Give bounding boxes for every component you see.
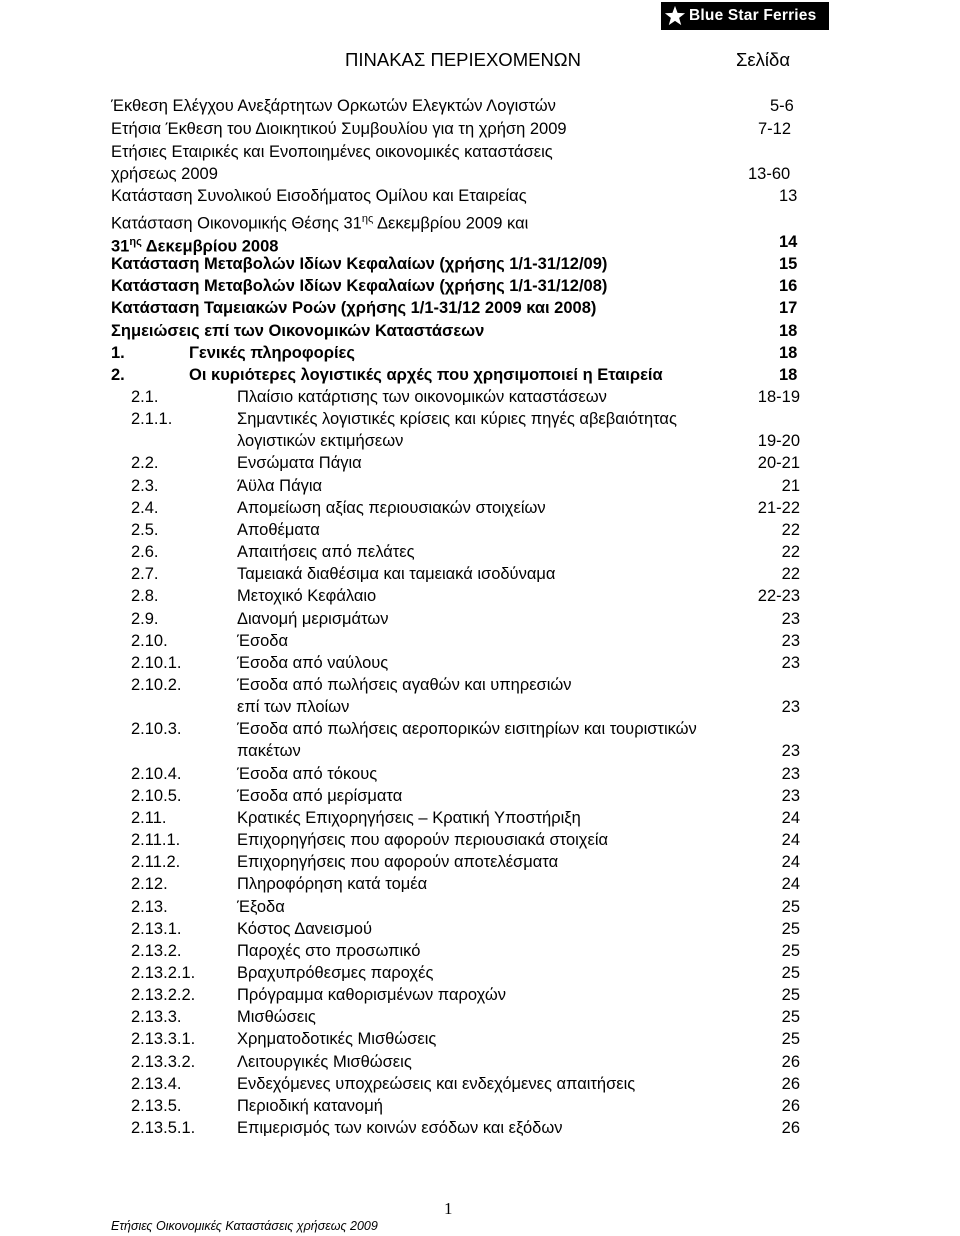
toc-sub-entry bbox=[0, 519, 960, 541]
toc-entry-text: χρήσεως 2009 bbox=[111, 165, 218, 183]
toc-entry-text: Κρατικές Επιχορηγήσεις – Κρατική Υποστήριξη bbox=[237, 808, 581, 827]
toc-entry-text: Επιχορηγήσεις που αφορούν αποτελέσματα bbox=[237, 853, 559, 872]
toc-entry-page: 17 bbox=[779, 299, 798, 317]
toc-entry-text: Επιμερισμός των κοινών εσόδων και εξόδων bbox=[237, 1118, 563, 1137]
toc-entry-page: 23 bbox=[781, 609, 800, 628]
toc-entry-text: Διανομή μερισμάτων bbox=[237, 609, 389, 628]
toc-entry-page: 26 bbox=[781, 1118, 800, 1137]
toc-entry-number: 2.10.1. bbox=[131, 653, 182, 672]
toc-entry-number: 2.9. bbox=[131, 609, 159, 628]
toc-entry-page: 23 bbox=[781, 742, 800, 761]
toc-entry-text: $31^{\eta\varsigma}$ Δεκεμβρίου 2008 bbox=[111, 236, 279, 256]
toc-sub-entry bbox=[0, 696, 960, 718]
toc-entry-text: Ετήσια Έκθεση του Διοικητικού Συμβουλίου για τη χρήση 2009 bbox=[111, 120, 567, 138]
toc-entry-number: 2.5. bbox=[131, 520, 159, 539]
toc-entry-number: 2.10.4. bbox=[131, 764, 182, 783]
toc-sub-entry bbox=[0, 984, 960, 1006]
toc-entry-page: 25 bbox=[781, 1030, 800, 1049]
toc-entry-page: 25 bbox=[781, 1008, 800, 1027]
toc-sub-entry bbox=[0, 541, 960, 563]
toc-entry-text: Σημειώσεις επί των Οικονομικών Καταστάσεων bbox=[111, 322, 485, 340]
toc-sub-entry bbox=[0, 740, 960, 762]
toc-entry-page: 14 bbox=[779, 233, 798, 251]
toc-sub-entry bbox=[0, 408, 960, 430]
toc-entry-page: 7-12 bbox=[758, 120, 792, 138]
toc-entry-page: 22 bbox=[781, 543, 800, 561]
toc-entry-number: 2.11.1. bbox=[131, 831, 181, 849]
toc-entry-number: 2.1.1. bbox=[131, 410, 173, 429]
toc-sub-entry bbox=[0, 1028, 960, 1050]
toc-sub-entry bbox=[0, 430, 960, 452]
toc-sub-entry bbox=[0, 718, 960, 740]
toc-sub-entry bbox=[0, 807, 960, 829]
toc-entry-page: 23 bbox=[781, 653, 800, 672]
toc-sub-entry bbox=[0, 475, 960, 497]
toc-entry-page: 13 bbox=[779, 187, 798, 205]
toc-entry-number: 2.10.2. bbox=[131, 676, 182, 694]
toc-entry-text: Μετοχικό Κεφάλαιο bbox=[237, 587, 377, 606]
toc-entry-number: 2.6. bbox=[131, 543, 159, 561]
toc-entry-text: Ταμειακά διαθέσιμα και ταμειακά ισοδύναμα bbox=[237, 565, 556, 584]
toc-entry-page: 22 bbox=[781, 565, 800, 584]
toc-entry-number: 2.13. bbox=[131, 897, 168, 916]
toc-entry-text: Άϋλα Πάγια bbox=[237, 476, 323, 495]
page-title: ΠΙΝΑΚΑΣ ΠΕΡΙΕΧΟΜΕΝΩΝ bbox=[345, 49, 582, 70]
toc-sub-entry bbox=[0, 896, 960, 918]
toc-entry-page: 21 bbox=[781, 476, 800, 495]
toc-entry-number: 2.10.5. bbox=[131, 786, 182, 805]
toc-entry-text: Κατάσταση Οικονομικής Θέσης $31^{\eta\varsigma}$ Δεκεμβρίου 2009 και bbox=[111, 213, 529, 233]
toc-entry-text: Έσοδα από τόκους bbox=[237, 764, 378, 783]
brand-name: Blue Star Ferries bbox=[689, 7, 817, 24]
toc-entry-text: Έσοδα bbox=[237, 631, 289, 650]
toc-entry-page: 22 bbox=[781, 520, 800, 539]
star-icon bbox=[661, 2, 689, 30]
toc-entry-number: 2.10. bbox=[131, 631, 168, 650]
toc-entry-text: Σημαντικές λογιστικές κρίσεις και κύριες πηγές αβεβαιότητας bbox=[237, 410, 677, 429]
toc-entry-text: Κατάσταση Συνολικού Εισοδήματος Ομίλου και Εταιρείας bbox=[111, 187, 527, 205]
toc-entry-text: επί των πλοίων bbox=[237, 698, 350, 717]
toc-entry-page: 24 bbox=[781, 853, 800, 872]
toc-sub-entry bbox=[0, 873, 960, 895]
toc-entry-text: Επιχορηγήσεις που αφορούν περιουσιακά στοιχεία bbox=[237, 831, 609, 849]
toc-entry-number: 2.1. bbox=[131, 388, 159, 406]
toc-entry-text: Έξοδα bbox=[237, 897, 285, 916]
toc-entry-text: Μισθώσεις bbox=[237, 1008, 316, 1027]
toc-entry-text: πακέτων bbox=[237, 742, 301, 761]
toc-sub-entry bbox=[0, 563, 960, 585]
toc-entry-page: 25 bbox=[781, 919, 800, 938]
toc-entry-number: 2.11.2. bbox=[131, 853, 181, 872]
toc-entry-text: Ετήσιες Εταιρικές και Ενοποιημένες οικονομικές καταστάσεις bbox=[111, 143, 553, 161]
page-column-header: Σελίδα bbox=[736, 49, 791, 70]
toc-entry-page: 18 bbox=[779, 344, 798, 362]
toc-sub-entry bbox=[0, 452, 960, 474]
toc-entry-page: 25 bbox=[781, 986, 800, 1004]
toc-entry-number: 2.12. bbox=[131, 875, 168, 894]
toc-entry-page: 5-6 bbox=[770, 97, 794, 115]
toc-entry-number: 2.2. bbox=[131, 454, 159, 473]
toc-entry-number: 2. bbox=[111, 366, 125, 384]
toc-entry-page: 23 bbox=[781, 764, 800, 783]
toc-sub-entry bbox=[0, 674, 960, 696]
toc-entry-text: Λειτουργικές Μισθώσεις bbox=[237, 1052, 412, 1071]
toc-entry-text: Ενδεχόμενες υποχρεώσεις και ενδεχόμενες απαιτήσεις bbox=[237, 1074, 636, 1093]
toc-sub-entry bbox=[0, 1095, 960, 1117]
toc-entry-page: 25 bbox=[781, 963, 800, 982]
toc-entry-text: Γενικές πληροφορίες bbox=[189, 344, 355, 362]
toc-entry-number: 2.3. bbox=[131, 476, 159, 495]
toc-entry-page: 18-19 bbox=[757, 388, 800, 406]
toc-entry-text: Οι κυριότερες λογιστικές αρχές που χρησιμοποιεί η Εταιρεία bbox=[189, 366, 663, 384]
toc-entry-text: Πρόγραμμα καθορισμένων παροχών bbox=[237, 986, 506, 1004]
toc-sub-entry bbox=[0, 652, 960, 674]
toc-entry-text: Περιοδική κατανομή bbox=[237, 1096, 383, 1115]
toc-entry-page: 16 bbox=[779, 277, 798, 295]
toc-entry-page: 23 bbox=[781, 631, 800, 650]
toc-entry-page: 26 bbox=[781, 1096, 800, 1115]
toc-sub-entry bbox=[0, 829, 960, 851]
toc-entry-text: Ενσώματα Πάγια bbox=[237, 454, 362, 473]
toc-entry-page: 21-22 bbox=[757, 498, 800, 517]
brand-logo bbox=[661, 2, 829, 30]
footer-text: Ετήσιες Οικονομικές Καταστάσεις χρήσεως 2009 bbox=[111, 1219, 378, 1233]
toc-entry-number: 2.13.3. bbox=[131, 1008, 182, 1027]
toc-entry-number: 2.13.5.1. bbox=[131, 1118, 196, 1137]
toc-entry-text: Έσοδα από πωλήσεις αγαθών και υπηρεσιών bbox=[237, 676, 572, 694]
toc-entry-text: Έσοδα από μερίσματα bbox=[237, 786, 403, 805]
toc-sub-entry bbox=[0, 1051, 960, 1073]
toc-entry-page: 19-20 bbox=[757, 432, 800, 451]
toc-sub-entry bbox=[0, 785, 960, 807]
toc-entry-page: 26 bbox=[781, 1074, 800, 1093]
toc-entry-number: 2.13.2.1. bbox=[131, 963, 196, 982]
toc-sub-entry bbox=[0, 1117, 960, 1139]
toc-entry-number: 2.13.5. bbox=[131, 1096, 182, 1115]
toc-entry-page: 18 bbox=[779, 366, 798, 384]
toc-entry-text: Χρηματοδοτικές Μισθώσεις bbox=[237, 1030, 437, 1049]
toc-sub-entry bbox=[0, 1006, 960, 1028]
toc-entry-number: 2.8. bbox=[131, 587, 159, 606]
toc-entry-page: 23 bbox=[781, 698, 800, 717]
toc-entry-text: Αποθέματα bbox=[237, 520, 320, 539]
toc-entry-text: Πλαίσιο κατάρτισης των οικονομικών καταστάσεων bbox=[237, 388, 607, 406]
toc-entry-number: 2.4. bbox=[131, 498, 159, 517]
toc-entry-text: Κατάσταση Μεταβολών Ιδίων Κεφαλαίων (χρήσης 1/1-31/12/09) bbox=[111, 255, 608, 273]
toc-entry-number: 2.7. bbox=[131, 565, 159, 584]
toc-entry-text: Έσοδα από ναύλους bbox=[237, 653, 389, 672]
toc-entry-number: 2.11. bbox=[131, 808, 167, 827]
toc-entry-page: 25 bbox=[781, 897, 800, 916]
toc-sub-entry bbox=[0, 1073, 960, 1095]
toc-entry-page: 22-23 bbox=[757, 587, 800, 606]
toc-entry-number: 2.13.2.2. bbox=[131, 986, 196, 1004]
toc-sub-entry bbox=[0, 585, 960, 607]
toc-entry-page: 24 bbox=[781, 808, 800, 827]
toc-entry-page: 18 bbox=[779, 322, 798, 340]
toc-entry-text: Κόστος Δανεισμού bbox=[237, 919, 372, 938]
toc-entry-text: Πληροφόρηση κατά τομέα bbox=[237, 875, 428, 894]
toc-sub-entry bbox=[0, 940, 960, 962]
toc-sub-entry bbox=[0, 763, 960, 785]
toc-entry-number: 1. bbox=[111, 344, 125, 362]
toc-entry-page: 15 bbox=[779, 255, 798, 273]
toc-entry-text: Βραχυπρόθεσμες παροχές bbox=[237, 963, 434, 982]
toc-entry-text: Έσοδα από πωλήσεις αεροπορικών εισιτηρίων και τουριστικών bbox=[237, 720, 697, 739]
toc-entry-page: 13-60 bbox=[748, 165, 791, 183]
toc-entry-page: 26 bbox=[781, 1052, 800, 1071]
toc-sub-entry bbox=[0, 851, 960, 873]
toc-entry-text: Έκθεση Ελέγχου Ανεξάρτητων Ορκωτών Ελεγκτών Λογιστών bbox=[111, 97, 556, 115]
toc-sub-entry bbox=[0, 608, 960, 630]
toc-entry-number: 2.13.1. bbox=[131, 919, 182, 938]
toc-entry-text: Παροχές στο προσωπικό bbox=[237, 941, 421, 960]
toc-entry-number: 2.13.2. bbox=[131, 941, 182, 960]
toc-entry-text: Απαιτήσεις από πελάτες bbox=[237, 543, 415, 561]
toc-entry-number: 2.10.3. bbox=[131, 720, 182, 739]
toc-sub-entry bbox=[0, 630, 960, 652]
toc-entry-number: 2.13.4. bbox=[131, 1074, 182, 1093]
toc-sub-entry bbox=[0, 497, 960, 519]
toc-entry-text: Κατάσταση Ταμειακών Ροών (χρήσης 1/1-31/12 2009 και 2008) bbox=[111, 299, 597, 317]
page-number: 1 bbox=[444, 1199, 453, 1218]
toc-entry-text: λογιστικών εκτιμήσεων bbox=[237, 432, 404, 451]
toc-entry-page: 23 bbox=[781, 786, 800, 805]
toc-sub-entry bbox=[0, 386, 960, 408]
toc-entry-page: 24 bbox=[781, 875, 800, 894]
toc-entry-text: Απομείωση αξίας περιουσιακών στοιχείων bbox=[237, 498, 546, 517]
toc-entry-page: 20-21 bbox=[757, 454, 800, 473]
toc-entry-text: Κατάσταση Μεταβολών Ιδίων Κεφαλαίων (χρήσης 1/1-31/12/08) bbox=[111, 277, 608, 295]
toc-entry-page: 25 bbox=[781, 941, 800, 960]
toc-entry-page: 24 bbox=[781, 831, 800, 849]
toc-sub-entry bbox=[0, 962, 960, 984]
toc-entry-number: 2.13.3.2. bbox=[131, 1052, 196, 1071]
toc-entry-number: 2.13.3.1. bbox=[131, 1030, 196, 1049]
toc-sub-entry bbox=[0, 918, 960, 940]
